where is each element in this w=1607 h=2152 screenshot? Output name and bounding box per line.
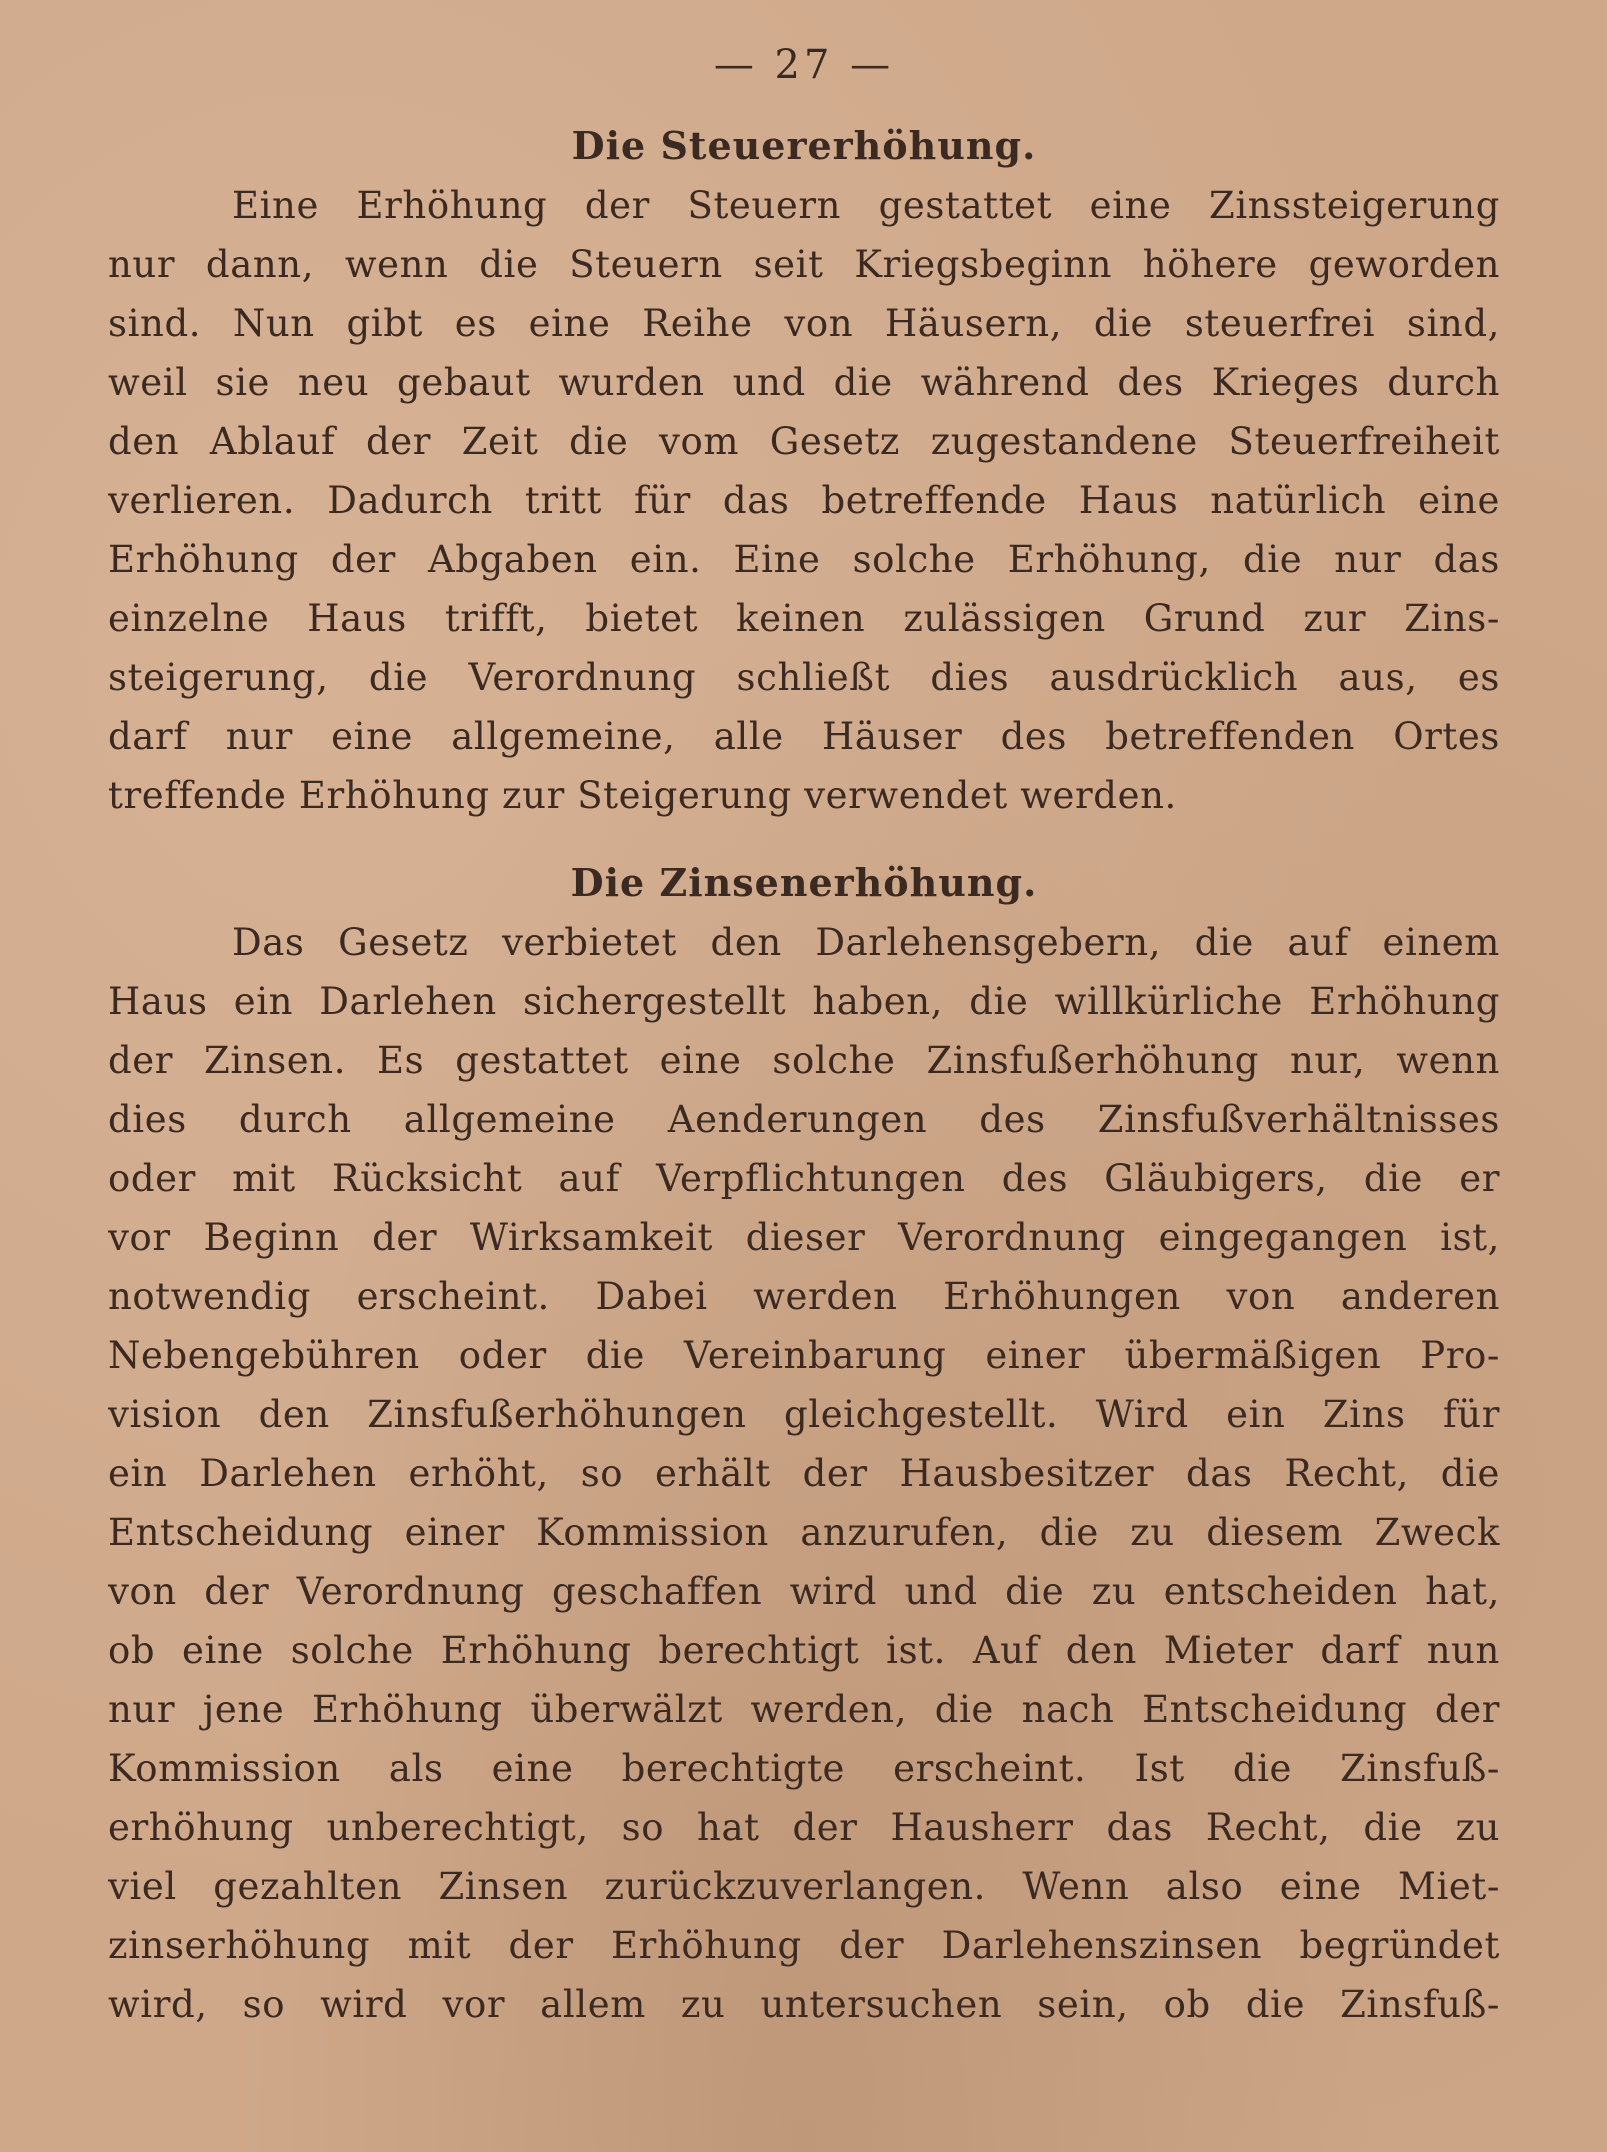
text-line: Erhöhung der Abgaben ein. Eine solche Erhöhung, die nur das [108,538,1500,581]
text-line: verlieren. Dadurch tritt für das betreffende Haus natürlich eine [108,479,1500,522]
text-line: nur dann, wenn die Steuern seit Kriegsbeginn höhere geworden [108,243,1500,286]
text-line: Kommission als eine berechtigte erscheint. Ist die Zinsfuß- [108,1747,1500,1790]
text-line: Haus ein Darlehen sichergestellt haben, die willkürliche Erhöhung [108,980,1500,1023]
text-line: vor Beginn der Wirksamkeit dieser Verordnung eingegangen ist, [108,1216,1500,1259]
text-line: ein Darlehen erhöht, so erhält der Hausbesitzer das Recht, die [108,1452,1500,1495]
text-line: viel gezahlten Zinsen zurückzuverlangen. Wenn also eine Miet- [108,1865,1500,1908]
text-line: erhöhung unberechtigt, so hat der Hausherr das Recht, die zu [108,1806,1500,1849]
page-number: — 27 — [713,42,895,88]
text-line: vision den Zinsfußerhöhungen gleichgestellt. Wird ein Zins für [108,1393,1500,1436]
text-line: weil sie neu gebaut wurden und die während des Krieges durch [108,361,1500,404]
text-line: zinserhöhung mit der Erhöhung der Darlehenszinsen begründet [108,1924,1500,1967]
section-heading: Die Steuererhöhung. [571,123,1037,168]
text-line: der Zinsen. Es gestattet eine solche Zinsfußerhöhung nur, wenn [108,1039,1500,1082]
text-line: sind. Nun gibt es eine Reihe von Häusern, die steuerfrei sind, [108,302,1500,345]
section-zinsenerhoehung [108,853,1500,2034]
section-spacer [108,825,1500,853]
text-line: steigerung, die Verordnung schließt dies ausdrücklich aus, es [108,656,1500,699]
book-page [108,40,1500,2034]
text-line: dies durch allgemeine Aenderungen des Zinsfußverhältnisses [108,1098,1500,1141]
text-line: einzelne Haus trifft, bietet keinen zulässigen Grund zur Zins- [108,597,1500,640]
text-line: Das Gesetz verbietet den Darlehensgebern, die auf einem [232,921,1500,964]
text-line: den Ablauf der Zeit die vom Gesetz zugestandene Steuerfreiheit [108,420,1500,463]
text-line: notwendig erscheint. Dabei werden Erhöhungen von anderen [108,1275,1500,1318]
text-line: nur jene Erhöhung überwälzt werden, die nach Entscheidung der [108,1688,1500,1731]
text-line: treffende Erhöhung zur Steigerung verwendet werden. [108,774,1177,817]
text-line: darf nur eine allgemeine, alle Häuser des betreffenden Ortes [108,715,1500,758]
text-line: ob eine solche Erhöhung berechtigt ist. Auf den Mieter darf nun [108,1629,1500,1672]
text-line: oder mit Rücksicht auf Verpflichtungen des Gläubigers, die er [108,1157,1500,1200]
section-steuererhoehung [108,116,1500,825]
paragraph [108,913,1500,2034]
text-line: Entscheidung einer Kommission anzurufen, die zu diesem Zweck [108,1511,1500,1554]
section-heading: Die Zinsenerhöhung. [570,860,1038,905]
paragraph [108,176,1500,825]
text-line: von der Verordnung geschaffen wird und die zu entscheiden hat, [108,1570,1500,1613]
text-line: wird, so wird vor allem zu untersuchen sein, ob die Zinsfuß- [108,1983,1500,2026]
text-line: Eine Erhöhung der Steuern gestattet eine Zinssteigerung [232,184,1500,227]
text-line: Nebengebühren oder die Vereinbarung einer übermäßigen Pro- [108,1334,1500,1377]
